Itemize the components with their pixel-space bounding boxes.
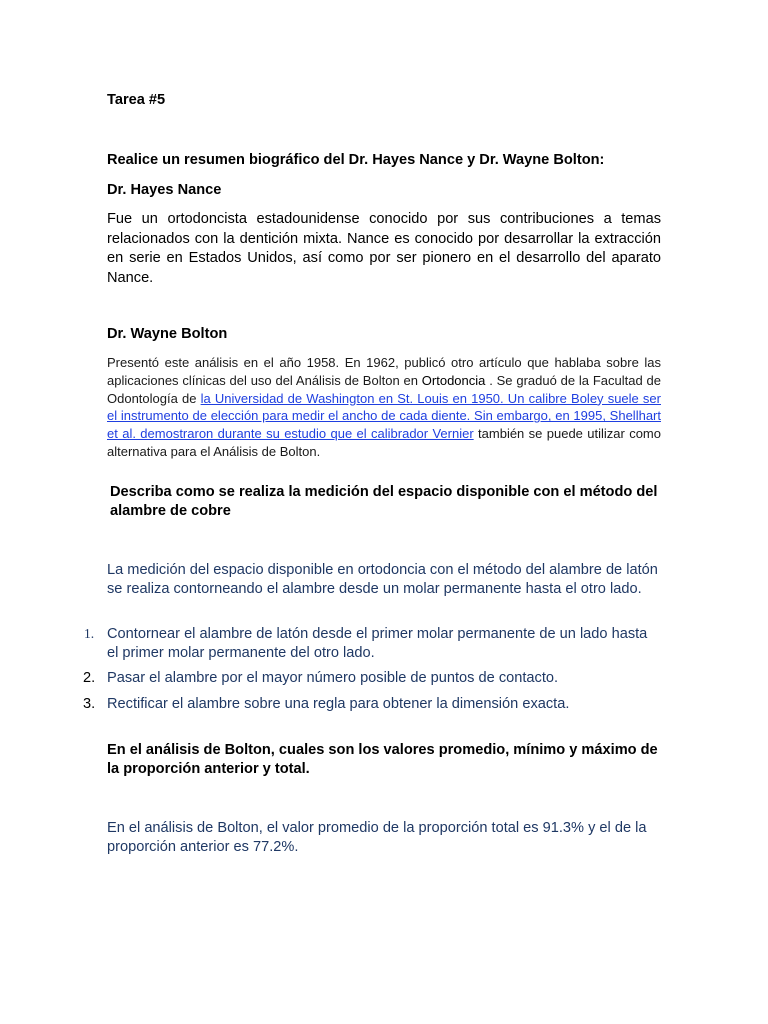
list-item-text: Rectificar el alambre sobre una regla para obtener la dimensión exacta. <box>107 695 570 712</box>
list-item <box>83 669 661 688</box>
nance-text-c: estadounidense conocido por sus contribuciones a temas relacionados con la dentición mixta. Nance es conocido por desarrollar la extracción en serie en Estados Unidos, así como por ser pionero en el desarrollo del aparato Nance. <box>107 211 661 286</box>
washington-university-link[interactable]: la Universidad de Washington en St. Louis en 1950. Un calibre Boley suele ser el instrumento de elección para medir el ancho de cada diente. Sin embargo, en 1995, Shellhart et al. demostraron durante su estudio que el calibrador Vernier <box>107 390 661 442</box>
nance-text-a: Fue un <box>107 211 168 227</box>
list-item <box>83 695 661 714</box>
list-item-number: 2. <box>83 670 96 686</box>
list-item-number: 3. <box>83 695 96 712</box>
nance-paragraph <box>107 210 661 288</box>
nance-text-b: ortodoncista <box>167 211 247 227</box>
list-item-text: Contornear el alambre de latón desde el primer molar permanente de un lado hasta el primer molar permanente del otro lado. <box>107 626 648 661</box>
steps-list <box>83 625 661 713</box>
answer-3: En el análisis de Bolton, el valor promedio de la proporción total es 91.3% y el de la proporción anterior es 77.2%. <box>107 820 647 855</box>
question-2: Describa como se realiza la medición del espacio disponible con el método del alambre de cobre <box>110 484 658 519</box>
bolton-paragraph <box>107 354 661 461</box>
bolton-text-b: Ortodoncia <box>421 372 486 388</box>
bolton-heading: Dr. Wayne Bolton <box>107 326 228 342</box>
answer-2: La medición del espacio disponible en ortodoncia con el método del alambre de latón se realiza contorneando el alambre desde un molar permanente hasta el otro lado. <box>107 562 658 597</box>
list-item-text: Pasar el alambre por el mayor número posible de puntos de contacto. <box>107 670 559 686</box>
bolton-text-a: Presentó este análisis en el año 1958. En 1962, publicó otro artículo que hablaba sobre las aplicaciones clínicas del uso del Análisis de Bolton en <box>107 355 661 388</box>
nance-heading: Dr. Hayes Nance <box>107 182 222 198</box>
list-item-number: 1. <box>84 626 95 641</box>
question-1: Realice un resumen biográfico del Dr. Hayes Nance y Dr. Wayne Bolton: <box>107 152 605 168</box>
question-3: En el análisis de Bolton, cuales son los valores promedio, mínimo y máximo de la proporción anterior y total. <box>107 742 658 777</box>
list-item <box>84 625 661 662</box>
bolton-text-d: también se puede utilizar como alternativa para el Análisis de Bolton. <box>107 426 661 459</box>
bolton-text-c: . Se graduó de la Facultad de Odontología de <box>107 372 661 406</box>
document-title: Tarea #5 <box>107 92 166 108</box>
